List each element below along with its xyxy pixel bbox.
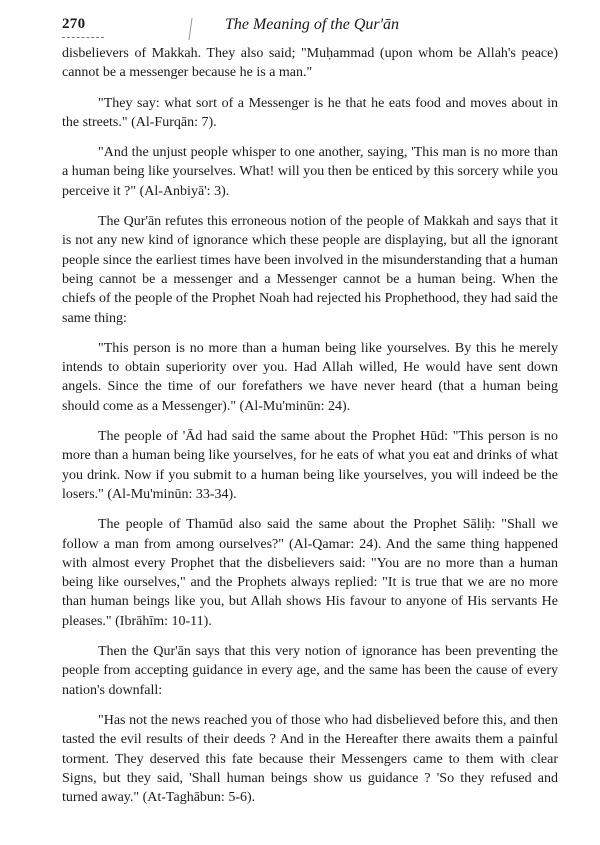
quote-paragraph: "And the unjust people whisper to one another, saying, 'This man is no more than a human being like yourselves. What! will you then be enticed by this sorcery while you perceive it ?" (Al-Anbiyā': 3).	[62, 145, 558, 199]
quote-paragraph: "They say: what sort of a Messenger is he that he eats food and moves about in the streets." (Al-Furqān: 7).	[62, 95, 558, 130]
header-rule	[62, 37, 104, 38]
quote-paragraph: "This person is no more than a human being like yourselves. By this he merely intends to obtain superiority over you. Had Allah willed, He would have sent down angels. Since the time of our forefathers we have never heard (that a human being should come as a Messenger)." (Al-Mu'minūn: 24).	[62, 340, 558, 414]
page-number: 270	[62, 16, 86, 32]
paragraph: Then the Qur'ān says that this very notion of ignorance has been preventing the people from accepting guidance in every age, and the same has been the cause of every nation's downfall:	[62, 644, 558, 698]
paragraph-continuation: disbelievers of Makkah. They also said; "Muḥammad (upon whom be Allah's peace) cannot be a messenger because he is a man."	[62, 46, 558, 81]
paragraph: The people of 'Ād had said the same about the Prophet Hūd: "This person is no more than a human being like yourselves, for he eats of what you eat and drinks of what you drink. Now if you submit to a human being like yourselves, you will indeed be the losers." (Al-Mu'minūn: 33-34).	[62, 429, 558, 502]
page-header	[62, 16, 562, 40]
paragraph: The people of Thamūd also said the same about the Prophet Sāliḥ: "Shall we follow a man from among ourselves?" (Al-Qamar: 24). And the same thing happened with almost every Prophet that the disbelievers said: "You are no more than a human being like ourselves," and the Prophets always replied: "It is true that we are no more than human beings like you, but Allah shows His favour to anyone of His servants He pleases." (Ibrāhīm: 10-11).	[62, 517, 558, 629]
running-title: The Meaning of the Qur'ān	[224, 16, 400, 33]
body-text	[62, 44, 558, 818]
quote-paragraph: "Has not the news reached you of those who had disbelieved before this, and then tasted the evil results of their deeds ? And in the Hereafter there awaits them a painful torment. They deserved this fate because their Messengers came to them with clear Signs, but they said, 'Shall human beings show us guidance ? 'So they refused and turned away." (At-Taghābun: 5-6).	[62, 712, 558, 806]
paragraph: The Qur'ān refutes this erroneous notion of the people of Makkah and says that it is not any new kind of ignorance which these people are displaying, but all the ignorant people since the earliest times have been involved in the misunderstanding that a human being cannot be a messenger and a Messenger cannot be a human being. When the chiefs of the people of the Prophet Noah had rejected his Prophethood, they had said the same thing:	[62, 214, 558, 326]
